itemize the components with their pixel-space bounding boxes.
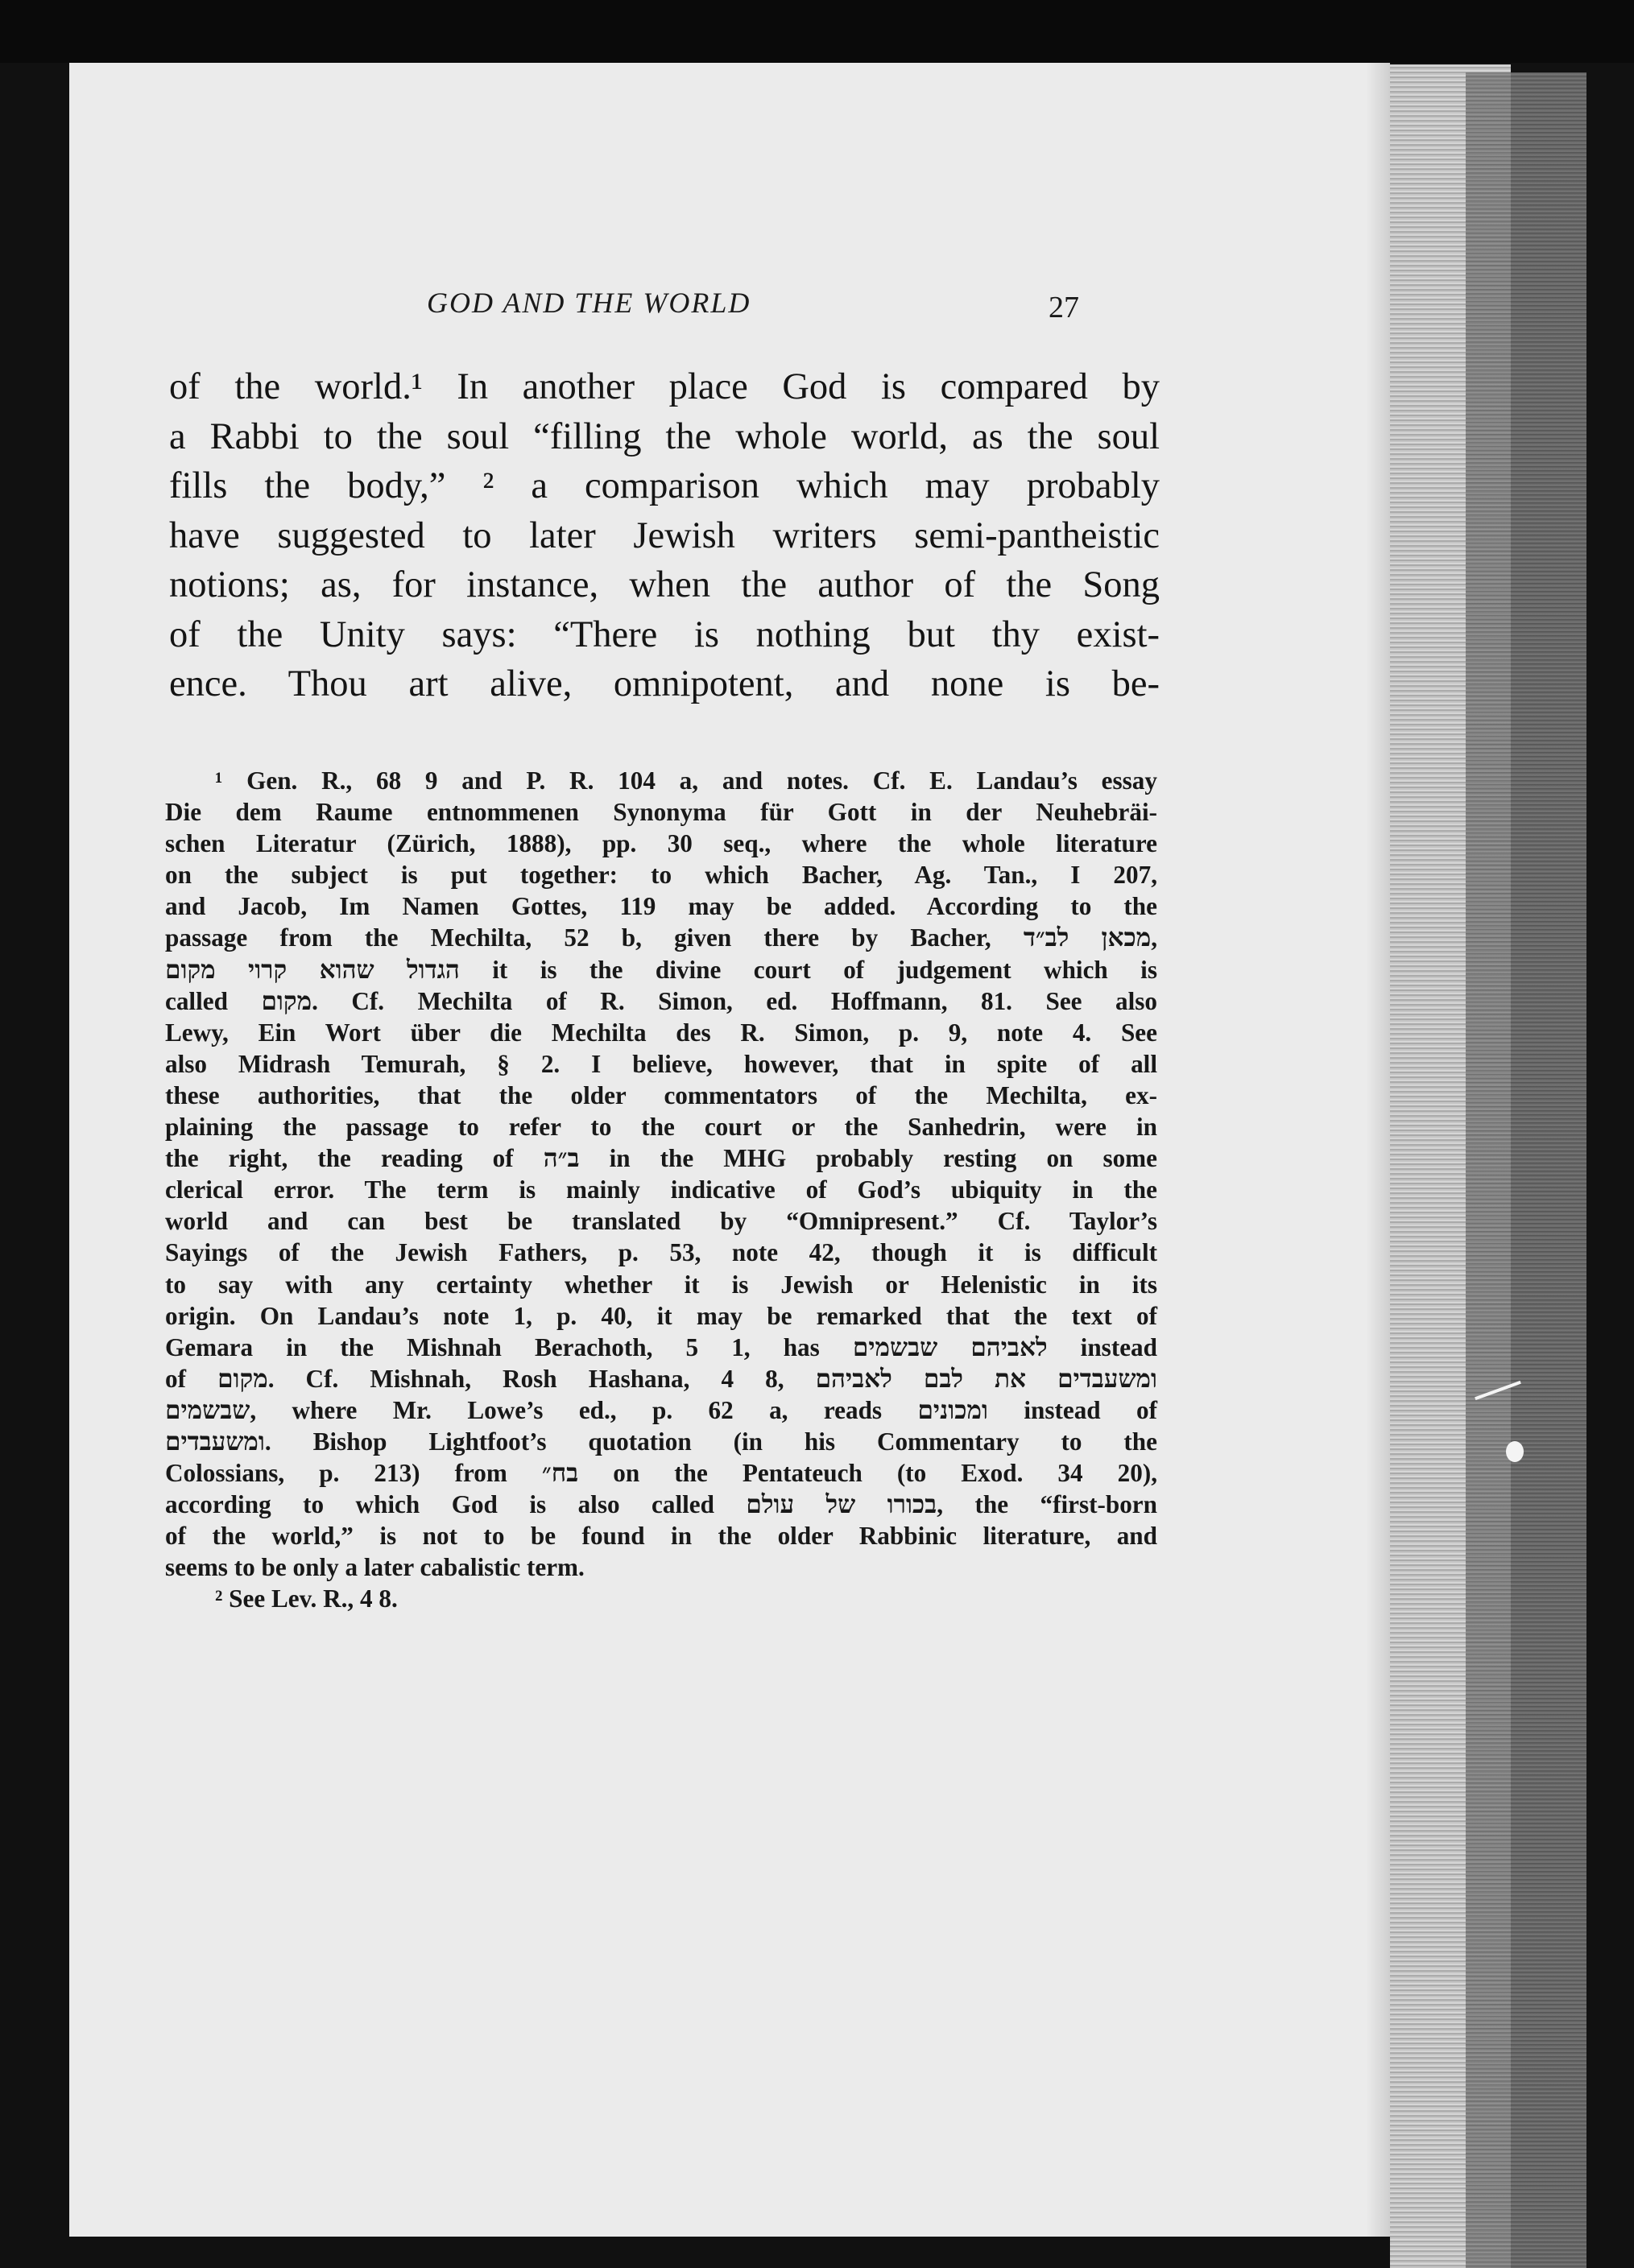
footnote-line: world and can best be translated by “Omnipresent.” Cf. Taylor’s bbox=[165, 1207, 1157, 1236]
running-head: GOD AND THE WORLD bbox=[427, 287, 751, 319]
footnote-line: ¹ Gen. R., 68 9 and P. R. 104 a, and notes. Cf. E. Landau’s essay bbox=[215, 766, 1157, 795]
footnote-line: of the world,” is not to be found in the older Rabbinic literature, and bbox=[165, 1522, 1157, 1551]
footnote-line: Colossians, p. 213) from בח״ on the Pentateuch (to Exod. 34 20), bbox=[165, 1459, 1158, 1488]
footnote-line: called מקום. Cf. Mechilta of R. Simon, ed. Hoffmann, 81. See also bbox=[165, 986, 1157, 1015]
footnote-line: the right, the reading of ב״ה in the MHG probably resting on some bbox=[165, 1144, 1157, 1173]
main-text bbox=[169, 362, 1160, 709]
body-line: of the world.¹ In another place God is compared by bbox=[169, 366, 1160, 407]
footnotes bbox=[165, 765, 1157, 1615]
footnote-line: seems to be only a later cabalistic term. bbox=[165, 1553, 585, 1582]
footnote-line: ומשעבדים. Bishop Lightfoot’s quotation (in his Commentary to the bbox=[165, 1427, 1157, 1456]
book-fore-edge-shadow bbox=[1466, 72, 1586, 2268]
footnote-line: Die dem Raume entnommenen Synonyma für Gott in der Neuhebräi- bbox=[165, 798, 1157, 827]
footnote-line: passage from the Mechilta, 52 b, given there by Bacher, מכאן לב״ד, bbox=[165, 923, 1157, 952]
footnote-line: plaining the passage to refer to the court or the Sanhedrin, were in bbox=[165, 1113, 1157, 1142]
body-line: fills the body,” ² a comparison which may probably bbox=[169, 465, 1160, 506]
footnote-line: origin. On Landau’s note 1, p. 40, it may be remarked that the text of bbox=[165, 1301, 1157, 1330]
body-line: of the Unity says: “There is nothing but thy exist- bbox=[169, 613, 1160, 655]
footnote-line: and Jacob, Im Namen Gottes, 119 may be added. According to the bbox=[165, 892, 1157, 921]
footnote-line: Lewy, Ein Wort über die Mechilta des R. Simon, p. 9, note 4. See bbox=[165, 1018, 1157, 1047]
margin-mark bbox=[1506, 1441, 1524, 1462]
footnote-line: Sayings of the Jewish Fathers, p. 53, note 42, though it is difficult bbox=[165, 1238, 1157, 1267]
body-line: a Rabbi to the soul “filling the whole world, as the soul bbox=[169, 415, 1160, 457]
body-line: notions; as, for instance, when the author of the Song bbox=[169, 564, 1160, 605]
footnote-line: on the subject is put together: to which Bacher, Ag. Tan., I 207, bbox=[165, 861, 1157, 890]
footnote-line: הגדול שהוא קרוי מקום it is the divine court of judgement which is bbox=[165, 955, 1157, 984]
footnote-line: שבשמים, where Mr. Lowe’s ed., p. 62 a, reads ומכונים instead of bbox=[165, 1395, 1157, 1424]
footnote-line: these authorities, that the older commentators of the Mechilta, ex- bbox=[165, 1080, 1157, 1109]
footnote-line: also Midrash Temurah, § 2. I believe, however, that in spite of all bbox=[165, 1049, 1157, 1078]
footnote-line: Gemara in the Mishnah Berachoth, 5 1, has לאביהם שבשמים instead bbox=[165, 1332, 1157, 1361]
footnote-2: ² See Lev. R., 4 8. bbox=[215, 1584, 398, 1613]
footnote-line: to say with any certainty whether it is Jewish or Helenistic in its bbox=[165, 1270, 1157, 1299]
body-line: have suggested to later Jewish writers semi-pantheistic bbox=[169, 514, 1160, 556]
page-number: 27 bbox=[1049, 291, 1079, 324]
footnote-line: of מקום. Cf. Mishnah, Rosh Hashana, 4 8, ומשעבדים את לבם לאביהם bbox=[165, 1364, 1157, 1393]
body-line: ence. Thou art alive, omnipotent, and none is be- bbox=[169, 663, 1160, 704]
scan-top-border bbox=[0, 0, 1634, 63]
footnote-line: clerical error. The term is mainly indicative of God’s ubiquity in the bbox=[165, 1175, 1157, 1204]
footnote-line: schen Literatur (Zürich, 1888), pp. 30 seq., where the whole literature bbox=[165, 829, 1157, 858]
footnote-line: according to which God is also called בכורו של עולם, the “first-born bbox=[165, 1490, 1157, 1519]
